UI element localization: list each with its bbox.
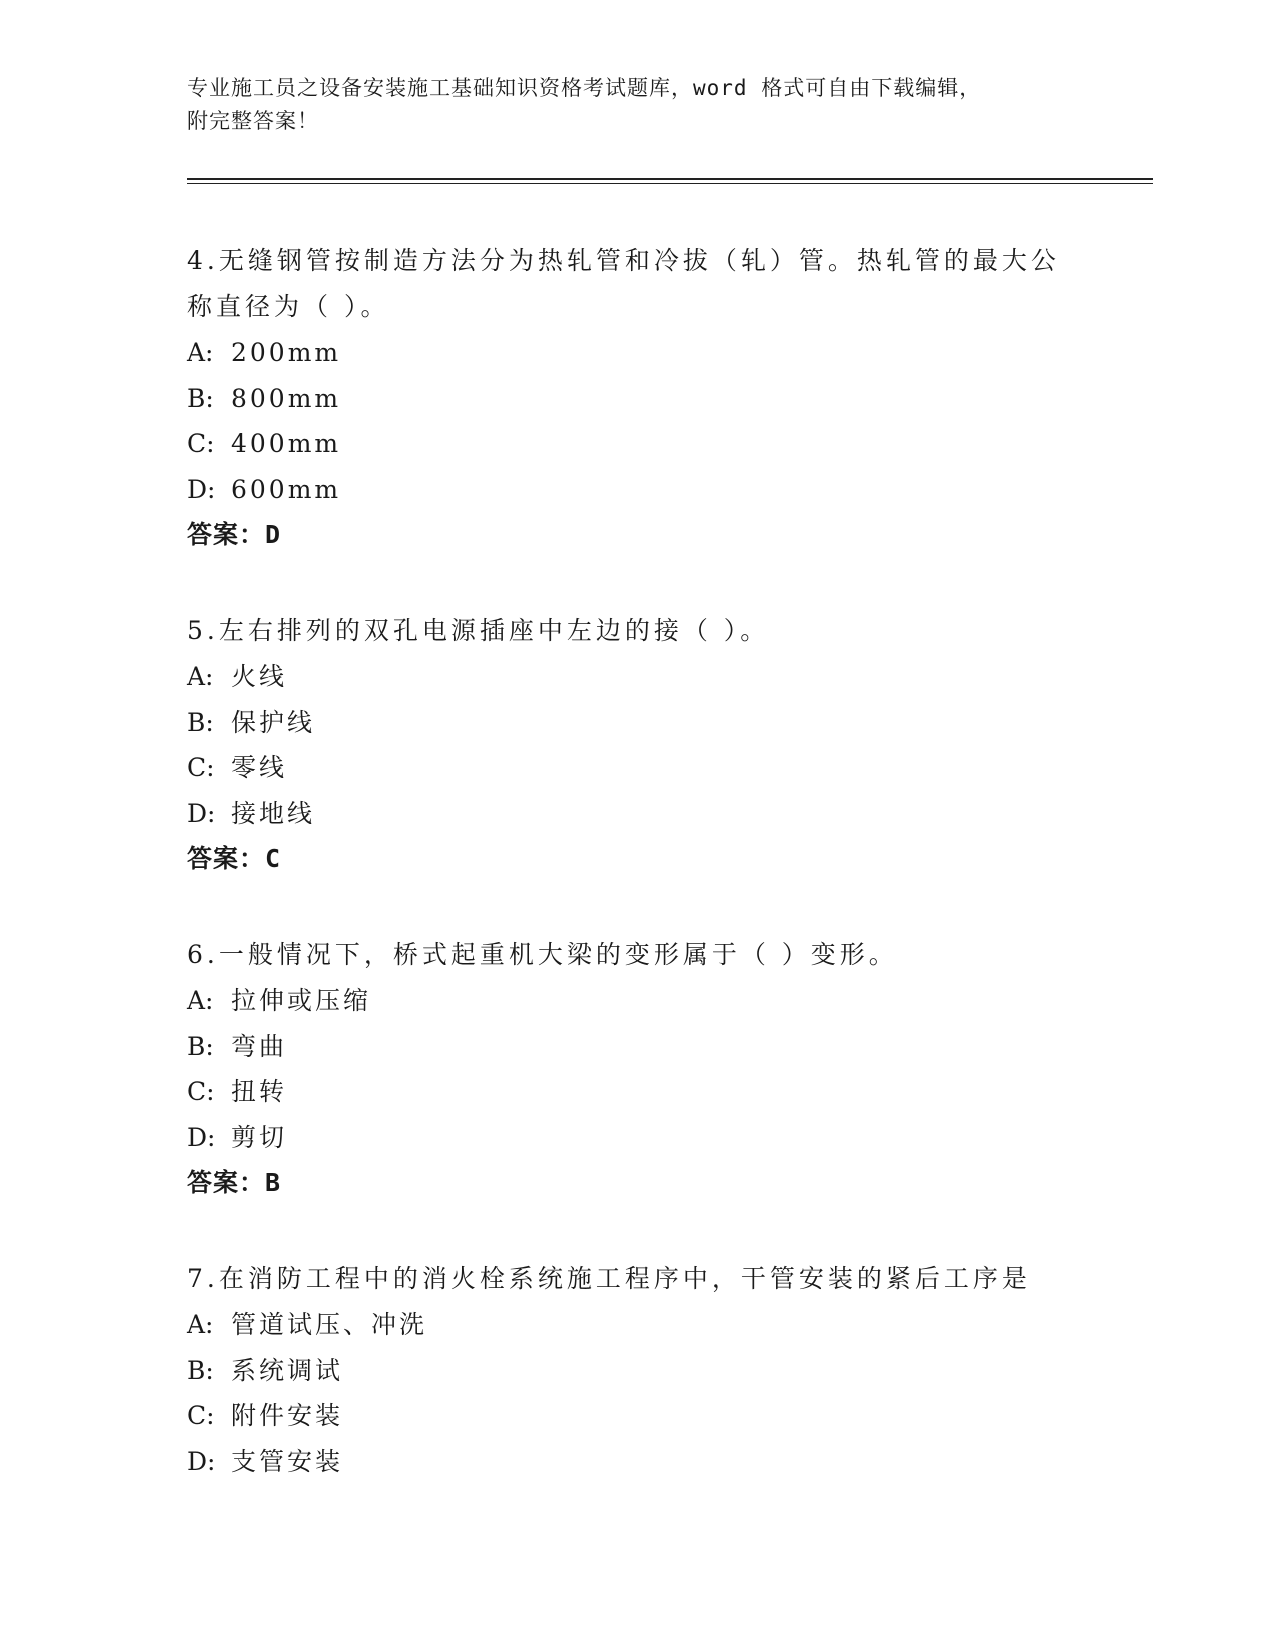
option-b [187, 376, 1153, 422]
option-d [187, 1439, 1153, 1485]
question-stem-line-1: 4.无缝钢管按制造方法分为热轧管和冷拔（轧）管。热轧管的最大公 [187, 246, 1060, 275]
header-line-1: 专业施工员之设备安装施工基础知识资格考试题库，word 格式可自由下载编辑， [187, 76, 982, 100]
option-text: 400mm [231, 429, 342, 458]
option-letter: D: [187, 1122, 216, 1152]
option-text: 600mm [231, 474, 342, 504]
question-7 [187, 1256, 1153, 1484]
option-text: 800mm [231, 383, 342, 413]
option-letter: B: [187, 707, 214, 737]
option-letter: B: [187, 1355, 214, 1385]
option-letter: C: [187, 753, 215, 782]
question-5 [187, 608, 1153, 882]
question-6 [187, 932, 1153, 1206]
answer-line: 答案：B [187, 1168, 282, 1197]
option-letter: D: [187, 1446, 216, 1476]
option-letter: A: [187, 662, 214, 691]
document-header [187, 72, 1153, 138]
option-letter: C: [187, 1077, 215, 1106]
option-a [187, 654, 1153, 700]
header-line-2: 附完整答案！ [187, 109, 319, 133]
option-text: 保护线 [231, 707, 316, 737]
option-c [187, 745, 1153, 791]
question-stem-line-1: 7.在消防工程中的消火栓系统施工程序中，干管安装的紧后工序是 [187, 1264, 1031, 1293]
question-stem [187, 238, 1153, 330]
option-text: 拉伸或压缩 [231, 986, 372, 1015]
option-d [187, 791, 1153, 837]
option-letter: B: [187, 1031, 214, 1061]
option-text: 接地线 [231, 798, 316, 828]
option-c [187, 421, 1153, 467]
option-text: 系统调试 [231, 1355, 344, 1385]
option-text: 200mm [231, 338, 342, 367]
option-b [187, 1024, 1153, 1070]
option-letter: A: [187, 986, 214, 1015]
question-stem [187, 932, 1153, 978]
option-letter: A: [187, 338, 214, 367]
option-b [187, 700, 1153, 746]
header-divider [187, 178, 1153, 184]
option-text: 弯曲 [231, 1031, 288, 1061]
option-text: 火线 [231, 662, 288, 691]
document-page [187, 72, 1153, 1484]
question-stem-line-1: 5.左右排列的双孔电源插座中左边的接（ ）。 [187, 616, 770, 645]
option-text: 剪切 [231, 1122, 288, 1152]
option-c [187, 1393, 1153, 1439]
option-a [187, 330, 1153, 376]
option-letter: C: [187, 1401, 215, 1430]
option-text: 管道试压、冲洗 [231, 1310, 428, 1339]
question-4 [187, 238, 1153, 558]
option-a [187, 1302, 1153, 1348]
question-stem-line-1: 6.一般情况下，桥式起重机大梁的变形属于（ ）变形。 [187, 940, 898, 969]
option-letter: D: [187, 474, 216, 504]
option-text: 扭转 [231, 1077, 288, 1106]
option-b [187, 1348, 1153, 1394]
option-text: 零线 [231, 753, 288, 782]
option-c [187, 1069, 1153, 1115]
option-text: 支管安装 [231, 1446, 344, 1476]
question-stem [187, 1256, 1153, 1302]
option-letter: C: [187, 429, 215, 458]
answer-line: 答案：D [187, 520, 282, 549]
option-letter: D: [187, 798, 216, 828]
option-text: 附件安装 [231, 1401, 344, 1430]
option-d [187, 1115, 1153, 1161]
question-stem-line-2: 称直径为（ ）。 [187, 292, 390, 321]
question-stem [187, 608, 1153, 654]
option-letter: A: [187, 1310, 214, 1339]
option-a [187, 978, 1153, 1024]
option-d [187, 467, 1153, 513]
answer-line: 答案：C [187, 844, 282, 873]
option-letter: B: [187, 383, 214, 413]
